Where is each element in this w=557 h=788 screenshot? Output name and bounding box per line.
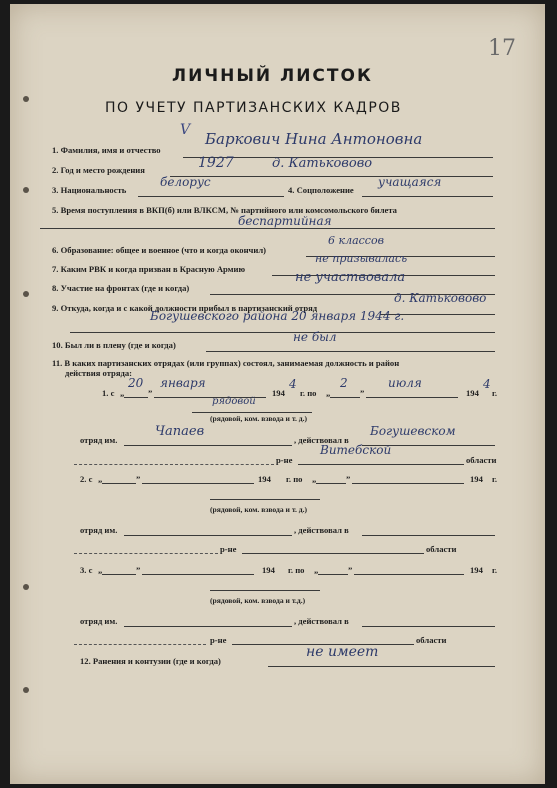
period-1-otryad: Чапаев [155, 424, 205, 439]
page-subtitle: ПО УЧЕТУ ПАРТИЗАНСКИХ КАДРОВ [105, 100, 402, 116]
field-2-label: 2. Год и место рождения [52, 165, 145, 175]
field-11-label-2: действия отряда: [65, 368, 132, 378]
punch-hole [23, 187, 29, 193]
field-8-label: 8. Участие на фронтах (где и когда) [52, 283, 190, 293]
field-9-value-2: Богушевского района 20 января 1944 г. [150, 309, 405, 323]
field-3-label: 3. Национальность [52, 185, 127, 195]
period-1-day-to: 2 [340, 376, 348, 390]
field-11-label: 11. В каких партизанских отрядах (или группах) состоял, занимаемая должность и район [52, 358, 400, 368]
field-10-value: не был [293, 330, 337, 344]
field-12-value: не имеет [306, 644, 379, 660]
field-6-label: 6. Образование: общее и военное (что и когда окончил) [52, 245, 267, 255]
field-2-place: д. Катьковово [272, 156, 373, 171]
field-7-value: не призывалась [315, 252, 408, 265]
field-2-year: 1927 [198, 155, 234, 171]
page-number: 17 [488, 36, 516, 61]
period-1-position: рядовой [212, 396, 256, 407]
field-7-label: 7. Каким РВК и когда призван в Красную Армию [52, 264, 246, 274]
field-1-value: Баркович Нина Антоновна [205, 130, 423, 148]
period-1-oblast: Витебской [320, 443, 392, 457]
period-1-area: Богушевском [370, 424, 456, 438]
period-1-year-from: 4 [289, 377, 297, 391]
period-1-month-from: января [160, 376, 206, 390]
period-1-month-to: июля [388, 376, 422, 390]
field-1-label: 1. Фамилия, имя и отчество [52, 145, 161, 155]
field-3-value: белорус [160, 175, 211, 189]
document-sheet: 17 ЛИЧНЫЙ ЛИСТОК ПО УЧЕТУ ПАРТИЗАНСКИХ КАДРОВ V 1. Фамилия, имя и отчество Баркович Нина Антоновна 2. Год и место рождения 1927 д. Катьковово 3. Национальность белорус 4. Соцположение учащаяся 5. Время поступления в ВКП(б) или ВЛКСМ, № партийного или комсомольского билета беспартийная 6. Образование: общее и военное (что и когда окончил) 6 классов 7. Каким РВК и когда призван в Красную Армию не призывалась 8. Участие на фронтах (где и когда) не участвовала 9. Откуда, когда и с какой должности прибыл в партизанский отряд д. Катьковово Богушевского района 20 января 1944 г. 10. Был ли в плену (где и когда) не был 11. В каких партизанских отрядах (или группах) состоял, занимаемая должность и район действия отряда: 1. с „ 20 ” января 194 4 г. по „ 2 ” июля 194 4 г. рядовой (рядовой, ком. взвода и т. д.) отряд им. Чапаев , действовал в Богушевском р-не Витебской области 2. с „ ” 194 г. по „ ” 194 г. (рядовой, ком. взвода и т. д.) отряд им. , действовал в р-не области 3. с „ ” 194 г. по „ ” 194 г. (рядовой, ком. взвода и т.д.) отряд им. , действовал в р-не области 12. Ранения и контузии (где и когда) не имеет [10, 4, 545, 784]
field-10-label: 10. Был ли в плену (где и когда) [52, 340, 176, 350]
check-mark: V [180, 122, 191, 138]
field-4-value: учащаяся [378, 175, 442, 189]
punch-hole [23, 96, 29, 102]
period-1-year-to: 4 [483, 377, 491, 391]
field-8-value: не участвовала [295, 270, 406, 285]
field-5-label: 5. Время поступления в ВКП(б) или ВЛКСМ, № партийного или комсомольского билета [52, 205, 397, 215]
field-12-label: 12. Ранения и контузии (где и когда) [80, 656, 221, 666]
period-1-day-from: 20 [128, 376, 144, 390]
field-6-value: 6 классов [328, 234, 384, 247]
field-9-label: 9. Откуда, когда и с какой должности прибыл в партизанский отряд [52, 303, 318, 313]
field-5-value: беспартийная [238, 214, 332, 228]
punch-hole [23, 584, 29, 590]
page-title: ЛИЧНЫЙ ЛИСТОК [172, 66, 373, 86]
punch-hole [23, 291, 29, 297]
field-9-value-1: д. Катьковово [394, 291, 487, 305]
punch-hole [23, 687, 29, 693]
field-4-label: 4. Соцположение [288, 185, 354, 195]
